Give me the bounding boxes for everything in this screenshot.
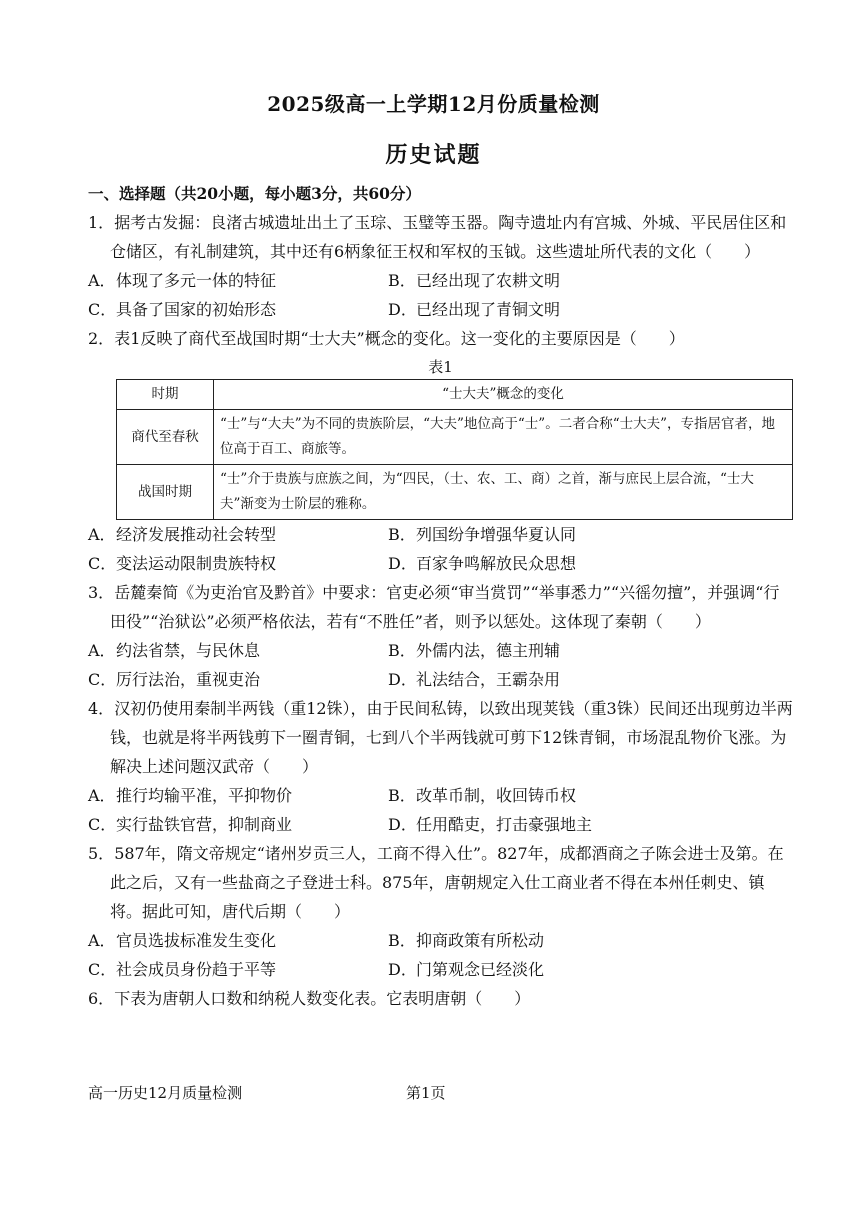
option-label: B．	[388, 641, 416, 660]
option-a	[88, 520, 388, 549]
table-cell-desc: “士”介于贵族与庶族之间，为“四民，（士、农、工、商）之首，渐与庶民上层合流，“士大夫”渐变为士阶层的雅称。	[214, 465, 793, 520]
option-label: A．	[88, 271, 116, 290]
question-2	[88, 324, 793, 578]
option-label: A．	[88, 641, 116, 660]
question-stem	[88, 694, 793, 781]
option-d	[388, 549, 793, 578]
option-b	[388, 781, 793, 810]
option-text: 推行均输平准，平抑物价	[116, 786, 293, 805]
table-row	[117, 410, 793, 465]
option-text: 礼法结合，王霸杂用	[416, 670, 561, 689]
option-label: C．	[88, 670, 117, 689]
table-row	[117, 465, 793, 520]
option-text: 变法运动限制贵族特权	[116, 554, 277, 573]
option-label: C．	[88, 554, 117, 573]
options-grid	[88, 266, 793, 324]
option-text: 外儒内法，德主刑辅	[416, 641, 561, 660]
exam-title: 2025级高一上学期12月份质量检测	[267, 92, 600, 116]
option-c	[88, 955, 388, 984]
option-c	[88, 295, 388, 324]
option-text: 门第观念已经淡化	[416, 960, 545, 979]
option-c	[88, 810, 388, 839]
table-caption: 表1	[428, 358, 453, 376]
option-text: 厉行法治，重视吏治	[116, 670, 261, 689]
option-text: 已经出现了青铜文明	[416, 300, 561, 319]
option-label: C．	[88, 300, 117, 319]
question-stem	[88, 839, 793, 926]
table-cell-desc: “士”与“大夫”为不同的贵族阶层，“大夫”地位高于“士”。二者合称“士大夫”，专指居官者，地位高于百工、商旅等。	[214, 410, 793, 465]
question-stem	[88, 208, 793, 266]
option-text: 经济发展推动社会转型	[116, 525, 277, 544]
question-number: 1．	[88, 213, 115, 232]
option-text: 体现了多元一体的特征	[116, 271, 277, 290]
option-label: A．	[88, 786, 116, 805]
options-grid	[88, 520, 793, 578]
question-text: 据考古发掘：良渚古城遗址出土了玉琮、玉璧等玉器。陶寺遗址内有宫城、外城、平民居住区和仓储区，有礼制建筑，其中还有6柄象征王权和军权的玉钺。这些遗址所代表的文化（ ）	[110, 213, 787, 261]
question-stem	[88, 324, 793, 353]
option-b	[388, 926, 793, 955]
option-text: 约法省禁，与民休息	[116, 641, 261, 660]
question-text: 587年，隋文帝规定“诸州岁贡三人，工商不得入仕”。827年，成都酒商之子陈会进士及第。在此之后，又有一些盐商之子登进士科。875年，唐朝规定入仕工商业者不得在本州任刺史、镇将。据此可知，唐代后期（ ）	[110, 844, 784, 921]
options-grid	[88, 926, 793, 984]
option-label: B．	[388, 786, 416, 805]
question-text: 表1反映了商代至战国时期“士大夫”概念的变化。这一变化的主要原因是（ ）	[114, 329, 685, 348]
option-label: D．	[388, 960, 417, 979]
question-stem	[88, 984, 793, 1013]
footer-page-number: 第1页	[406, 1084, 446, 1102]
options-grid	[88, 636, 793, 694]
section-heading: 一、选择题（共20小题，每小题3分，共60分）	[88, 184, 421, 203]
table-cell-period: 战国时期	[117, 465, 214, 520]
option-label: D．	[388, 554, 417, 573]
option-d	[388, 810, 793, 839]
table-header-cell: 时期	[117, 380, 214, 410]
option-b	[388, 266, 793, 295]
option-text: 社会成员身份趋于平等	[116, 960, 277, 979]
option-label: C．	[88, 960, 117, 979]
option-d	[388, 665, 793, 694]
option-a	[88, 636, 388, 665]
table-header-cell: “士大夫”概念的变化	[214, 380, 793, 410]
option-a	[88, 781, 388, 810]
option-label: A．	[88, 931, 116, 950]
option-c	[88, 665, 388, 694]
question-text: 岳麓秦简《为吏治官及黔首》中要求：官吏必须“审当赏罚”“举事悉力”“兴徭勿擅”，并强调“行田役”“治狱讼”必须严格依法，若有“不胜任”者，则予以惩处。这体现了秦朝（ ）	[110, 583, 780, 631]
option-b	[388, 520, 793, 549]
options-grid	[88, 781, 793, 839]
question-1	[88, 208, 793, 324]
option-text: 具备了国家的初始形态	[116, 300, 277, 319]
question-text: 汉初仍使用秦制半两钱（重12铢），由于民间私铸，以致出现荚钱（重3铢）民间还出现剪边半两钱，也就是将半两钱剪下一圈青铜，七到八个半两钱就可剪下12铢青铜，市场混乱物价飞涨。为解决上述问题汉武帝（ ）	[110, 699, 793, 776]
option-text: 已经出现了农耕文明	[416, 271, 561, 290]
question-5	[88, 839, 793, 984]
question-text: 下表为唐朝人口数和纳税人数变化表。它表明唐朝（ ）	[114, 989, 531, 1008]
footer-exam-name: 高一历史12月质量检测	[88, 1084, 243, 1102]
option-label: B．	[388, 271, 416, 290]
option-label: B．	[388, 525, 416, 544]
question-number: 5．	[88, 844, 115, 863]
question-3	[88, 578, 793, 694]
option-text: 列国纷争增强华夏认同	[416, 525, 577, 544]
exam-subject-title: 历史试题	[385, 142, 482, 168]
option-label: B．	[388, 931, 416, 950]
question-number: 2．	[88, 329, 115, 348]
option-a	[88, 926, 388, 955]
option-text: 改革币制，收回铸币权	[416, 786, 577, 805]
questions-container	[88, 208, 793, 1013]
option-d	[388, 295, 793, 324]
data-table	[116, 379, 793, 520]
option-label: C．	[88, 815, 117, 834]
table-cell-period: 商代至春秋	[117, 410, 214, 465]
table-header-row	[117, 380, 793, 410]
option-label: D．	[388, 670, 417, 689]
question-stem	[88, 578, 793, 636]
option-text: 实行盐铁官营，抑制商业	[116, 815, 293, 834]
question-number: 3．	[88, 583, 115, 602]
option-text: 百家争鸣解放民众思想	[416, 554, 577, 573]
option-label: D．	[388, 300, 417, 319]
option-b	[388, 636, 793, 665]
option-a	[88, 266, 388, 295]
option-text: 任用酷吏，打击豪强地主	[416, 815, 593, 834]
question-number: 4．	[88, 699, 115, 718]
question-6	[88, 984, 793, 1013]
question-4	[88, 694, 793, 839]
option-text: 官员选拔标准发生变化	[116, 931, 277, 950]
option-label: D．	[388, 815, 417, 834]
option-text: 抑商政策有所松动	[416, 931, 545, 950]
question-number: 6．	[88, 989, 115, 1008]
option-label: A．	[88, 525, 116, 544]
option-d	[388, 955, 793, 984]
option-c	[88, 549, 388, 578]
